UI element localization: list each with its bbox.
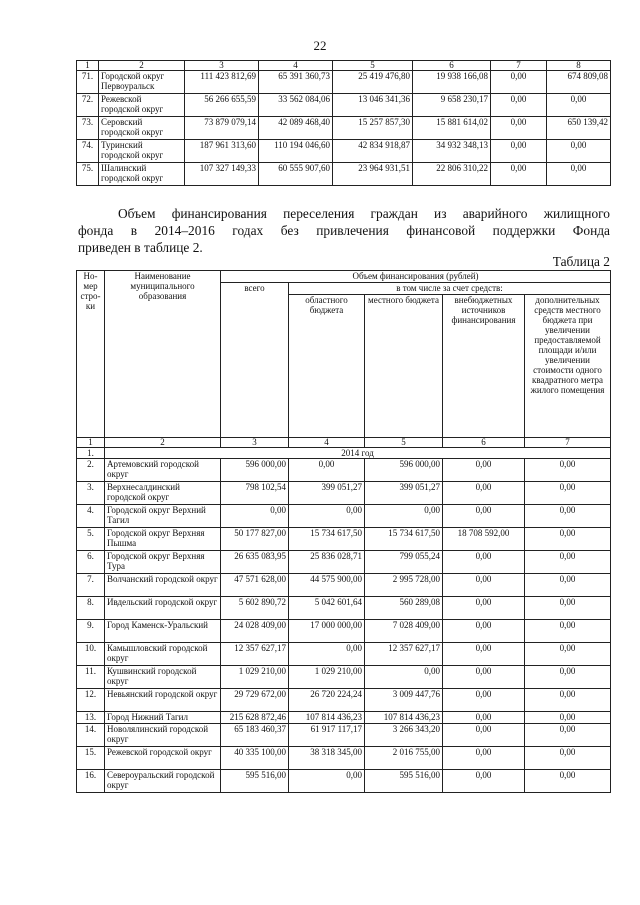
extra-cell: 0,00 [443,551,525,574]
municipality-name: Городской округ Верхний Тагил [105,505,221,528]
row-number: 6. [77,551,105,574]
value-cell: 15 881 614,02 [413,117,491,140]
row-number: 74. [77,140,99,163]
header-volume: Объем финансирования (рублей) [221,271,611,283]
table-2-header-row [77,271,611,283]
local-cell: 3 266 343,20 [365,724,443,747]
municipality-name: Волчанский городской округ [105,574,221,597]
table-row [77,551,611,574]
municipality-name: Артемовский городской округ [105,459,221,482]
additional-cell: 0,00 [525,724,611,747]
extra-cell: 0,00 [443,770,525,793]
row-number: 10. [77,643,105,666]
row-number: 3. [77,482,105,505]
paragraph-line: Объем финансирования переселения граждан из аварийного жилищного [118,206,610,221]
table-row [77,482,611,505]
table-row [77,459,611,482]
intro-paragraph [78,205,610,256]
additional-cell: 0,00 [525,597,611,620]
local-cell: 2 995 728,00 [365,574,443,597]
regional-cell: 26 720 224,24 [289,689,365,712]
regional-cell: 17 000 000,00 [289,620,365,643]
row-number: 75. [77,163,99,186]
additional-cell: 0,00 [525,770,611,793]
value-cell: 0,00 [491,163,547,186]
municipality-name: Город Нижний Тагил [105,712,221,724]
row-number: 72. [77,94,99,117]
additional-cell: 0,00 [525,482,611,505]
row-number: 73. [77,117,99,140]
total-cell: 595 516,00 [221,770,289,793]
additional-cell: 0,00 [525,505,611,528]
additional-cell: 0,00 [525,643,611,666]
year-label: 2014 год [105,448,611,459]
year-row [77,448,611,459]
extra-cell: 0,00 [443,597,525,620]
column-number: 3 [221,438,289,448]
extra-cell: 0,00 [443,724,525,747]
column-number-row [77,438,611,448]
header-additional: дополнительных средств местного бюджета при увеличении предоставляемой площади и/или увеличении стоимости одного квадратного метра жилого помещения [525,295,611,438]
table-1 [76,60,611,186]
regional-cell: 5 042 601,64 [289,597,365,620]
row-number: 7. [77,574,105,597]
value-cell: 0,00 [547,140,611,163]
table-row [77,71,611,94]
header-including: в том числе за счет средств: [289,283,611,295]
additional-cell: 0,00 [525,620,611,643]
row-number: 14. [77,724,105,747]
row-number: 4. [77,505,105,528]
header-cell: 1 [77,61,99,71]
total-cell: 5 602 890,72 [221,597,289,620]
regional-cell: 1 029 210,00 [289,666,365,689]
regional-cell: 15 734 617,50 [289,528,365,551]
header-cell: 8 [547,61,611,71]
total-cell: 12 357 627,17 [221,643,289,666]
header-cell: 5 [333,61,413,71]
table-row [77,140,611,163]
row-number: 2. [77,459,105,482]
value-cell: 13 046 341,36 [333,94,413,117]
value-cell: 0,00 [547,94,611,117]
total-cell: 0,00 [221,505,289,528]
row-number: 8. [77,597,105,620]
header-cell: 2 [99,61,185,71]
extra-cell: 0,00 [443,459,525,482]
total-cell: 50 177 827,00 [221,528,289,551]
extra-cell: 0,00 [443,666,525,689]
table-row [77,117,611,140]
municipality-name: Новолялинский городской округ [105,724,221,747]
additional-cell: 0,00 [525,666,611,689]
municipality-name: Ивдельский городской округ [105,597,221,620]
column-number: 7 [525,438,611,448]
header-cell: 6 [413,61,491,71]
local-cell: 3 009 447,76 [365,689,443,712]
table-row [77,747,611,770]
municipality-name: Шалинский городской округ [99,163,185,186]
value-cell: 0,00 [491,94,547,117]
local-cell: 15 734 617,50 [365,528,443,551]
total-cell: 24 028 409,00 [221,620,289,643]
table-2 [76,270,611,793]
value-cell: 650 139,42 [547,117,611,140]
row-number: 15. [77,747,105,770]
municipality-name: Верхнесалдинский городской округ [105,482,221,505]
header-name: Наименование муниципального образования [105,271,221,438]
additional-cell: 0,00 [525,689,611,712]
extra-cell: 0,00 [443,712,525,724]
row-number: 11. [77,666,105,689]
row-number: 71. [77,71,99,94]
additional-cell: 0,00 [525,528,611,551]
value-cell: 23 964 931,51 [333,163,413,186]
paragraph-line: фонда в 2014–2016 годах без привлечения финансовой поддержки Фонда [78,223,610,238]
page-number: 22 [313,38,327,53]
table-row [77,528,611,551]
value-cell: 110 194 046,60 [259,140,333,163]
header-cell: 3 [185,61,259,71]
additional-cell: 0,00 [525,747,611,770]
local-cell: 799 055,24 [365,551,443,574]
value-cell: 73 879 079,14 [185,117,259,140]
table-row [77,666,611,689]
municipality-name: Туринский городской округ [99,140,185,163]
value-cell: 42 834 918,87 [333,140,413,163]
value-cell: 674 809,08 [547,71,611,94]
municipality-name: Городской округ Верхняя Тура [105,551,221,574]
value-cell: 65 391 360,73 [259,71,333,94]
table-row [77,94,611,117]
additional-cell: 0,00 [525,574,611,597]
municipality-name: Североуральский городской округ [105,770,221,793]
extra-cell: 0,00 [443,747,525,770]
value-cell: 0,00 [491,140,547,163]
municipality-name: Городской округ Верхняя Пышма [105,528,221,551]
regional-cell: 44 575 900,00 [289,574,365,597]
regional-cell: 0,00 [289,643,365,666]
local-cell: 0,00 [365,505,443,528]
table-row [77,724,611,747]
column-number: 2 [105,438,221,448]
column-number: 1 [77,438,105,448]
value-cell: 0,00 [491,71,547,94]
additional-cell: 0,00 [525,551,611,574]
value-cell: 60 555 907,60 [259,163,333,186]
column-number: 4 [289,438,365,448]
header-extra: внебюджетных источников финансирования [443,295,525,438]
regional-cell: 38 318 345,00 [289,747,365,770]
extra-cell: 0,00 [443,643,525,666]
local-cell: 596 000,00 [365,459,443,482]
value-cell: 56 266 655,59 [185,94,259,117]
row-number: 5. [77,528,105,551]
total-cell: 29 729 672,00 [221,689,289,712]
row-number: 1. [77,448,105,459]
extra-cell: 0,00 [443,574,525,597]
header-cell: 7 [491,61,547,71]
total-cell: 65 183 460,37 [221,724,289,747]
table-row [77,505,611,528]
total-cell: 596 000,00 [221,459,289,482]
regional-cell: 107 814 436,23 [289,712,365,724]
value-cell: 22 806 310,22 [413,163,491,186]
municipality-name: Городской округ Первоуральск [99,71,185,94]
value-cell: 107 327 149,33 [185,163,259,186]
municipality-name: Режевской городской округ [99,94,185,117]
local-cell: 595 516,00 [365,770,443,793]
value-cell: 187 961 313,60 [185,140,259,163]
local-cell: 560 289,08 [365,597,443,620]
table-row [77,163,611,186]
value-cell: 9 658 230,17 [413,94,491,117]
municipality-name: Кушвинский городской округ [105,666,221,689]
municipality-name: Серовский городской округ [99,117,185,140]
table-2-body [77,459,611,793]
table-row [77,574,611,597]
municipality-name: Невьянский городской округ [105,689,221,712]
regional-cell: 25 836 028,71 [289,551,365,574]
column-number: 5 [365,438,443,448]
paragraph-line: приведен в таблице 2. [78,240,203,255]
value-cell: 111 423 812,69 [185,71,259,94]
total-cell: 26 635 083,95 [221,551,289,574]
regional-cell: 61 917 117,17 [289,724,365,747]
additional-cell: 0,00 [525,712,611,724]
extra-cell: 0,00 [443,482,525,505]
header-regional: областного бюджета [289,295,365,438]
municipality-name: Камышловский городской округ [105,643,221,666]
value-cell: 0,00 [547,163,611,186]
column-number: 6 [443,438,525,448]
table-row [77,620,611,643]
local-cell: 7 028 409,00 [365,620,443,643]
row-number: 16. [77,770,105,793]
extra-cell: 18 708 592,00 [443,528,525,551]
table-row [77,689,611,712]
table-row [77,770,611,793]
municipality-name: Город Каменск-Уральский [105,620,221,643]
local-cell: 2 016 755,00 [365,747,443,770]
total-cell: 215 628 872,46 [221,712,289,724]
header-row-number: Но-мер стро-ки [77,271,105,438]
extra-cell: 0,00 [443,620,525,643]
row-number: 12. [77,689,105,712]
value-cell: 0,00 [491,117,547,140]
row-number: 13. [77,712,105,724]
value-cell: 19 938 166,08 [413,71,491,94]
extra-cell: 0,00 [443,689,525,712]
local-cell: 107 814 436,23 [365,712,443,724]
additional-cell: 0,00 [525,459,611,482]
value-cell: 25 419 476,80 [333,71,413,94]
value-cell: 34 932 348,13 [413,140,491,163]
value-cell: 42 089 468,40 [259,117,333,140]
regional-cell: 0,00 [289,770,365,793]
header-total: всего [221,283,289,438]
table-1-header-row [77,61,611,71]
table-row [77,643,611,666]
total-cell: 1 029 210,00 [221,666,289,689]
value-cell: 33 562 084,06 [259,94,333,117]
local-cell: 0,00 [365,666,443,689]
extra-cell: 0,00 [443,505,525,528]
regional-cell: 0,00 [289,505,365,528]
total-cell: 798 102,54 [221,482,289,505]
table-row [77,712,611,724]
municipality-name: Режевской городской округ [105,747,221,770]
table-label: Таблица 2 [552,254,610,269]
regional-cell: 0,00 [289,459,365,482]
total-cell: 40 335 100,00 [221,747,289,770]
local-cell: 399 051,27 [365,482,443,505]
row-number: 9. [77,620,105,643]
local-cell: 12 357 627,17 [365,643,443,666]
regional-cell: 399 051,27 [289,482,365,505]
header-cell: 4 [259,61,333,71]
header-local: местного бюджета [365,295,443,438]
total-cell: 47 571 628,00 [221,574,289,597]
value-cell: 15 257 857,30 [333,117,413,140]
table-row [77,597,611,620]
